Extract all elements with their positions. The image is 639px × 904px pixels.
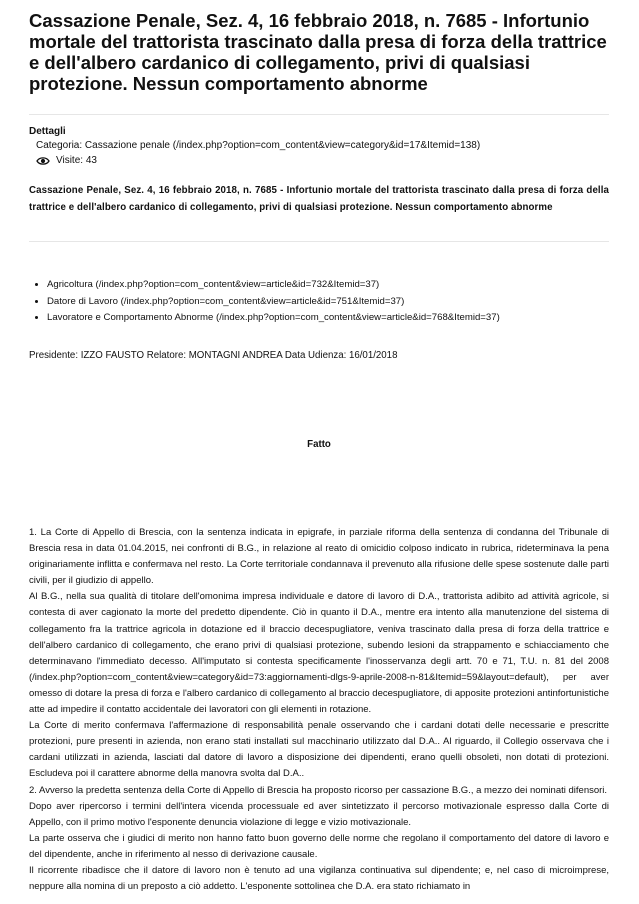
tag-list (29, 277, 607, 327)
paragraph: 2. Avverso la predetta sentenza della Corte di Appello di Brescia ha proposto ricorso per cassazione B.G., a mezzo dei nominati difensori. (29, 784, 608, 796)
hits-counter (36, 155, 97, 166)
eye-icon (36, 156, 50, 166)
tag-item-comportamento-abnorme[interactable]: • Lavoratore e Comportamento Abnorme (/index.php?option=com_content&view=article&id=768&Itemid=37) (47, 310, 607, 327)
paragraph: 1. La Corte di Appello di Brescia, con la sentenza indicata in epigrafe, in parziale riforma della sentenza di condanna del Tribunale di Brescia resa in data 01.04.2015, nei confronti di B.G., in relazione al reato di omicidio colposo indicato in rubrica, rideterminava la pena originariamente inflitta e confermava nel resto. La Corte territoriale condannava il prevenuto alla rifusione delle spese sostenute dalle parti civili, per il giudizio di appello. (29, 527, 609, 587)
article-subtitle: Cassazione Penale, Sez. 4, 16 febbraio 2018, n. 7685 - Infortunio mortale del trattorista trascinato dalla presa di forza della trattrice e dell'albero cardanico di collegamento, privi di qualsiasi protezione. Nessun comportamento abnorme (29, 185, 609, 213)
paragraph: Al B.G., nella sua qualità di titolare dell'omonima impresa individuale e datore di lavoro di D.A., trattorista adibito ad attività agricole, si contesta di aver cagionato la morte del predetto dipendente. Ciò in quanto il D.A., mentre era intento alla manutenzione del sistema di collegamento fra la trattrice agricola in dotazione ed il braccio decespugliatore, veniva trascinato dalla presa di forza della trattrice e dell'albero cardanico di collegamento, che erano privi di qualsiasi protezione, subendo lesioni da strappamento e schiacciamento che determinavano l'immediato decesso. All'imputato si contesta specificamente l'inosservanza degli artt. 70 e 71, T.U. n. 81 del 2008 (/index.php?option=com_content&view=category&id=73:aggiornamenti-dlgs-9-aprile-2008-n-81&Itemid=59&layout=default), per aver omesso di dotare la presa di forza e l'albero cardanico di collegamento al braccio decespugliatore, di apposite protezioni antinfortunistiche atte ad impedire il contatto accidentale dei lavoratori con gli elementi in rotazione. (29, 591, 609, 716)
divider (29, 241, 609, 242)
divider (29, 114, 609, 115)
paragraph: Il ricorrente ribadisce che il datore di lavoro non è tenuto ad una vigilanza continuativa sul dipendente; e, nel caso di microimprese, neppure alla nomina di un preposto a ciò addetto. L'esponente sottolinea che D.A. era stato richiamato in (29, 864, 609, 893)
tag-item-datore-di-lavoro[interactable]: • Datore di Lavoro (/index.php?option=com_content&view=article&id=751&Itemid=37) (47, 294, 607, 311)
page-title: Cassazione Penale, Sez. 4, 16 febbraio 2018, n. 7685 - Infortunio mortale del trattorista trascinato dalla presa di forza della trattrice e dell'albero cardanico di collegamento, privi di qualsiasi protezione. Nessun comportamento abnorme (29, 10, 607, 94)
paragraph: La parte osserva che i giudici di merito non hanno fatto buon governo delle norme che regolano il comportamento del datore di lavoro e del dipendente, anche in riferimento al nesso di derivazione causale. (29, 832, 609, 860)
hearing-meta: Presidente: IZZO FAUSTO Relatore: MONTAGNI ANDREA Data Udienza: 16/01/2018 (29, 350, 398, 361)
category-link[interactable]: Categoria: Cassazione penale (/index.php?option=com_content&view=category&id=17&Itemid=138) (36, 140, 481, 151)
paragraph: Dopo aver ripercorso i termini dell'intera vicenda processuale ed aver sintetizzato il percorso motivazionale espresso dalla Corte di Appello, con il primo motivo l'esponente denuncia violazione di legge e vizio motivazionale. (29, 800, 609, 828)
hits-label: Visite: 43 (56, 155, 97, 166)
paragraph: La Corte di merito confermava l'affermazione di responsabilità penale osservando che i cardani dotati delle necessarie e prescritte protezioni, pure presenti in azienda, non erano stati installati sul macchinario utilizzato dal D.A.. Al riguardo, il Collegio osservava che i cardani utilizzati in azienda, lasciati dal datore di lavoro a disposizione dei dipendenti, erano quelli obsoleti, non dotati di protezioni. Escludeva poi il carattere abnorme della manovra svolta dal D.A.. (29, 720, 609, 780)
section-heading: Fatto (307, 439, 331, 450)
article (29, 0, 609, 893)
details-heading: Dettagli (29, 126, 66, 137)
article-body (29, 525, 609, 895)
tag-item-agricoltura[interactable]: • Agricoltura (/index.php?option=com_content&view=article&id=732&Itemid=37) (47, 277, 607, 294)
